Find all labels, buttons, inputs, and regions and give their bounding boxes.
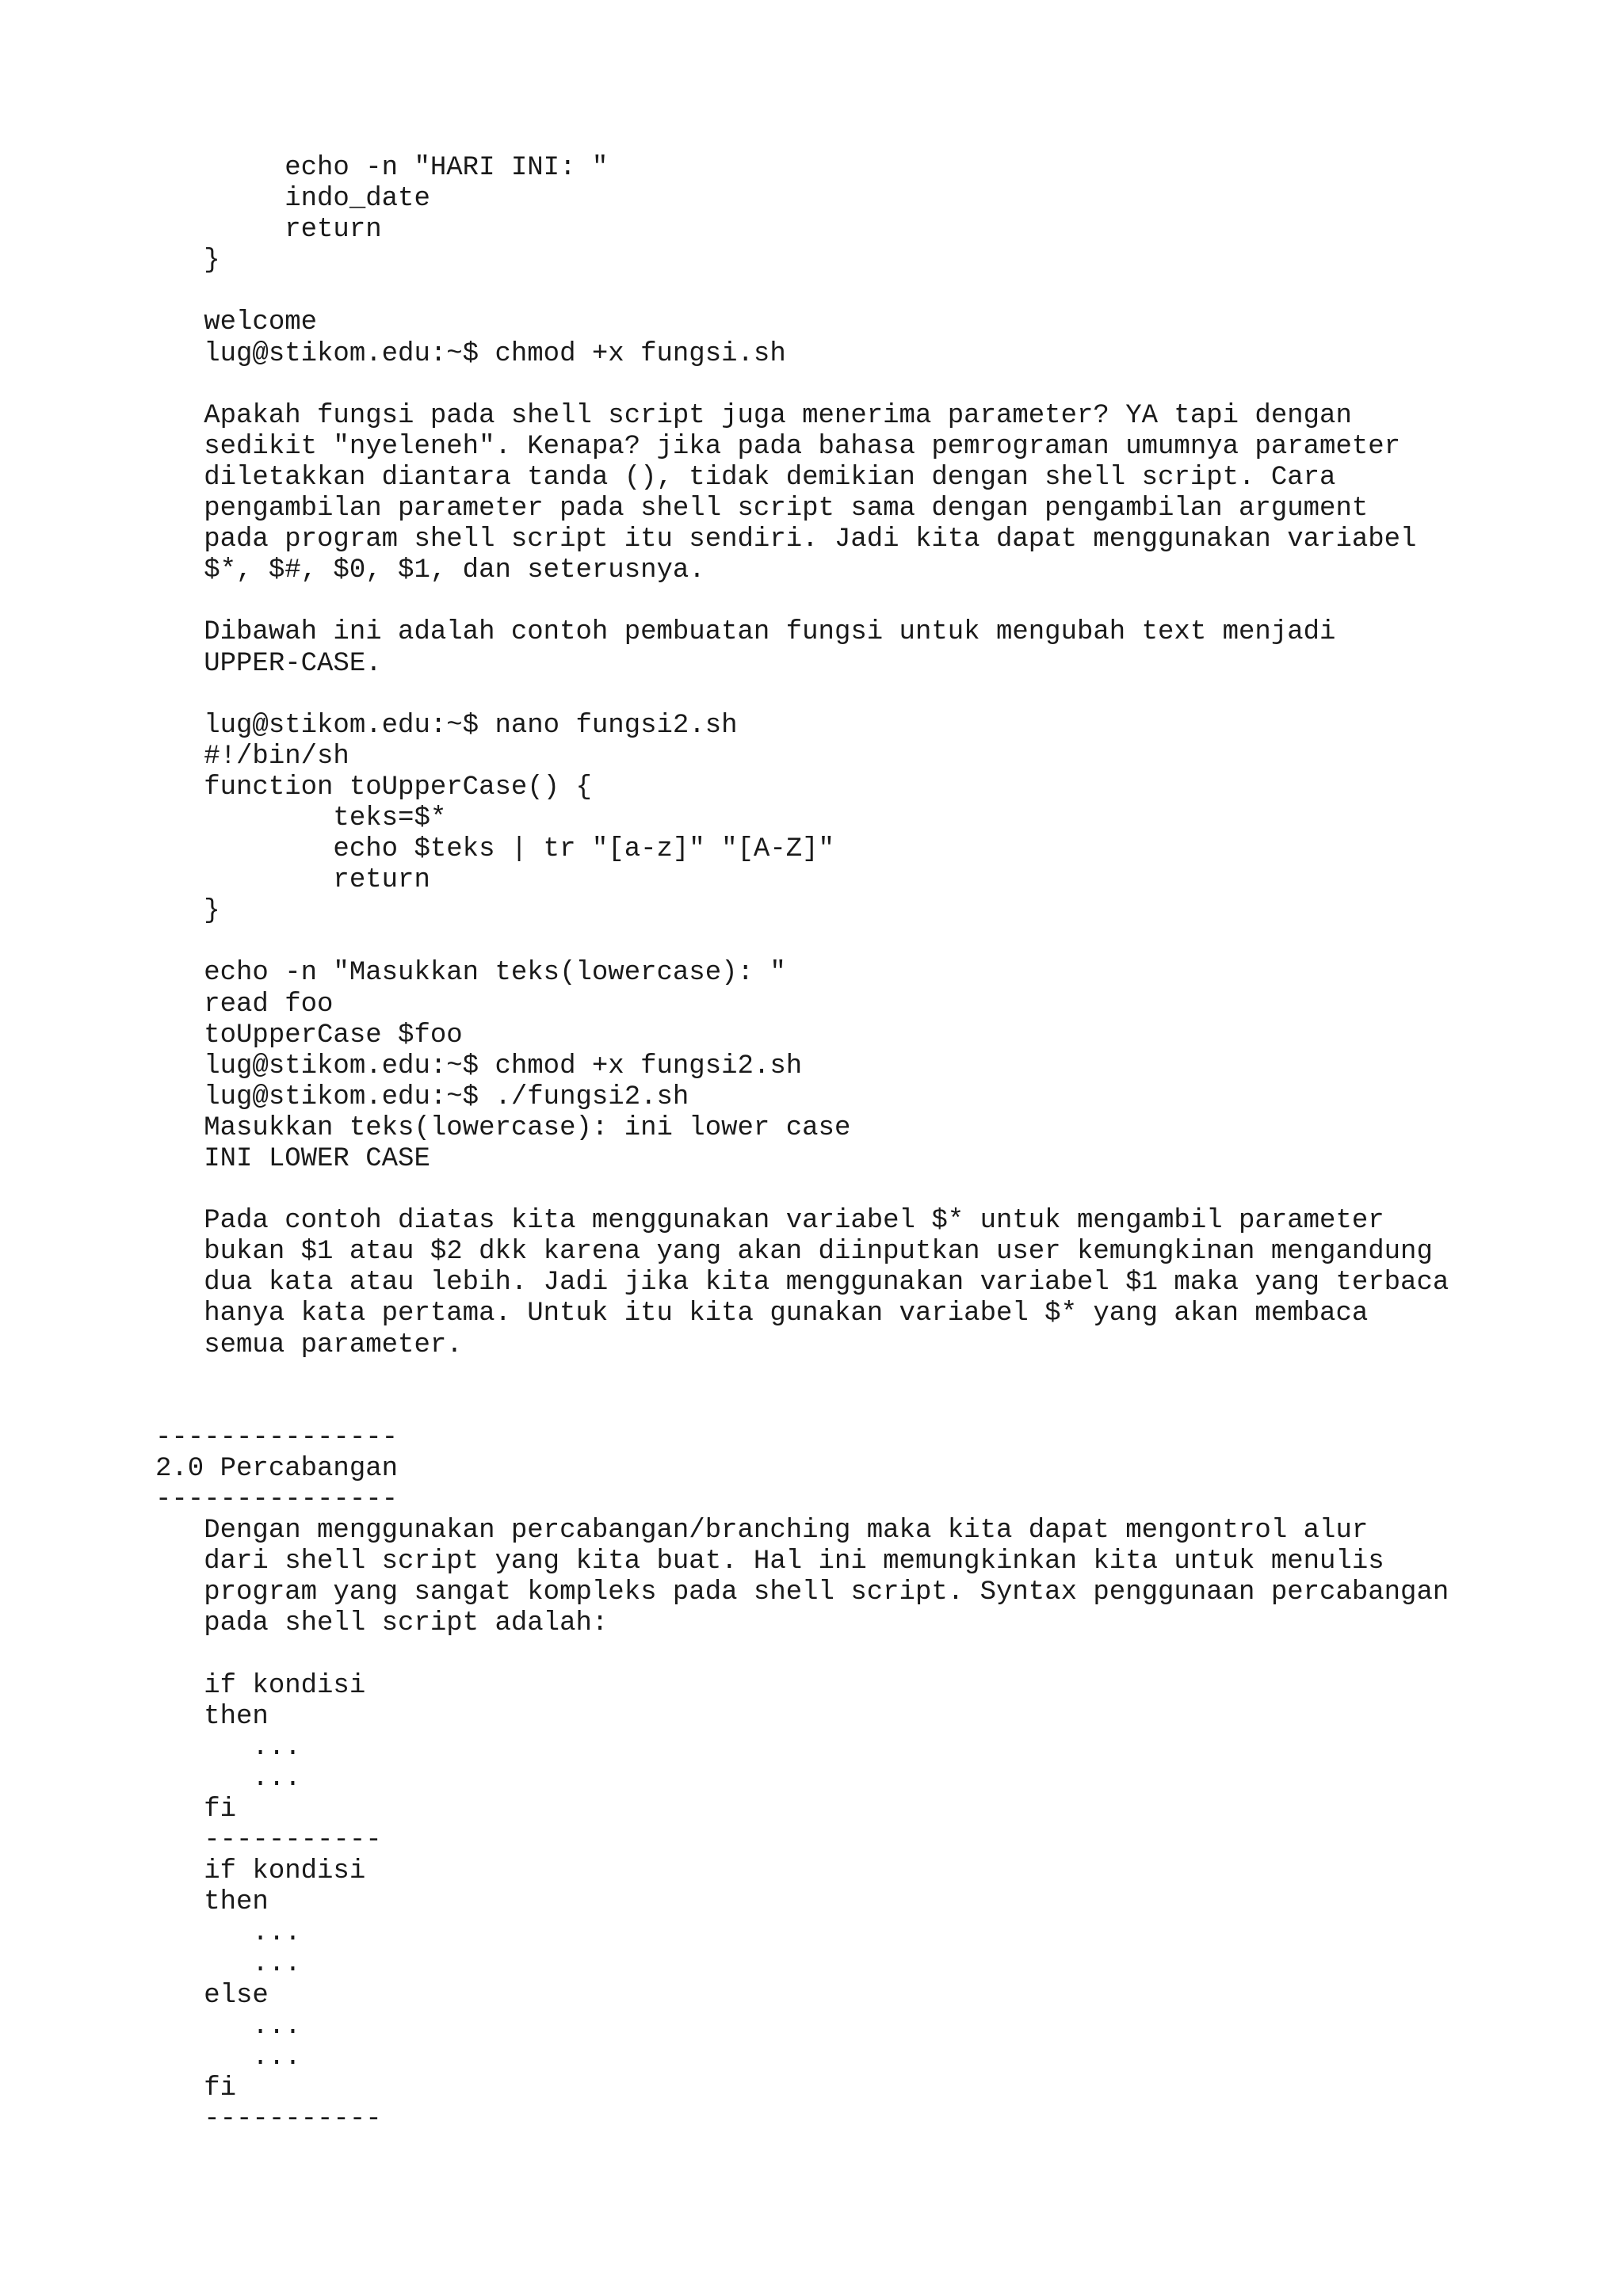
- document-line: ...: [155, 2011, 301, 2042]
- document-line: sedikit "nyeleneh". Kenapa? jika pada bahasa pemrograman umumnya parameter: [155, 431, 1401, 462]
- document-line: Apakah fungsi pada shell script juga menerima parameter? YA tapi dengan: [155, 400, 1352, 431]
- document-line: [155, 370, 1449, 401]
- document-line: ---------------: [155, 1485, 399, 1516]
- document-line: pengambilan parameter pada shell script sama dengan pengambilan argument: [155, 494, 1369, 524]
- document-line: -----------: [155, 2103, 382, 2134]
- document-line: INI LOWER CASE: [155, 1144, 430, 1174]
- document-line: ---------------: [155, 1422, 399, 1453]
- document-line: echo -n "Masukkan teks(lowercase): ": [155, 958, 786, 989]
- document-line: hanya kata pertama. Untuk itu kita gunakan variabel $* yang akan membaca: [155, 1299, 1369, 1329]
- document-line: }: [155, 246, 220, 277]
- document-line: then: [155, 1887, 269, 1918]
- document-line: echo -n "HARI INI: ": [155, 153, 609, 183]
- document-line: return: [155, 215, 382, 246]
- document-line: 2.0 Percabangan: [155, 1453, 399, 1484]
- document-line: echo $teks | tr "[a-z]" "[A-Z]": [155, 834, 834, 865]
- document-line: ...: [155, 2042, 301, 2073]
- document-line: toUpperCase $foo: [155, 1020, 463, 1051]
- document-body: [155, 153, 1449, 2135]
- document-line: pada program shell script itu sendiri. Jadi kita dapat menggunakan variabel: [155, 524, 1417, 555]
- document-line: read foo: [155, 989, 334, 1020]
- document-line: Dengan menggunakan percabangan/branching maka kita dapat mengontrol alur: [155, 1516, 1369, 1547]
- document-line: [155, 927, 1449, 958]
- document-line: Dibawah ini adalah contoh pembuatan fungsi untuk mengubah text menjadi: [155, 617, 1336, 648]
- document-line: ...: [155, 1949, 301, 1980]
- document-line: lug@stikom.edu:~$ ./fungsi2.sh: [155, 1081, 689, 1112]
- document-line: teks=$*: [155, 803, 447, 833]
- document-line: dari shell script yang kita buat. Hal ini memungkinkan kita untuk menulis: [155, 1547, 1384, 1577]
- document-line: #!/bin/sh: [155, 741, 349, 772]
- document-line: else: [155, 1980, 269, 2011]
- document-line: Pada contoh diatas kita menggunakan variabel $* untuk mengambil parameter: [155, 1206, 1384, 1237]
- document-line: ...: [155, 1763, 301, 1794]
- document-line: [155, 1175, 1449, 1206]
- document-line: [155, 1392, 1449, 1423]
- document-line: fi: [155, 2073, 237, 2103]
- document-line: bukan $1 atau $2 dkk karena yang akan diinputkan user kemungkinan mengandung: [155, 1237, 1433, 1268]
- document-line: indo_date: [155, 184, 430, 215]
- document-line: if kondisi: [155, 1856, 366, 1887]
- document-line: then: [155, 1701, 269, 1732]
- document-line: pada shell script adalah:: [155, 1608, 609, 1639]
- document-line: diletakkan diantara tanda (), tidak demikian dengan shell script. Cara: [155, 462, 1336, 493]
- document-line: return: [155, 865, 430, 896]
- document-line: program yang sangat kompleks pada shell script. Syntax penggunaan percabangan: [155, 1577, 1449, 1608]
- document-line: lug@stikom.edu:~$ chmod +x fungsi2.sh: [155, 1051, 803, 1081]
- document-line: ...: [155, 1732, 301, 1763]
- document-line: }: [155, 896, 220, 927]
- document-line: [155, 277, 1449, 307]
- document-line: [155, 1361, 1449, 1392]
- document-line: UPPER-CASE.: [155, 648, 382, 679]
- document-line: if kondisi: [155, 1670, 366, 1701]
- document-line: welcome: [155, 307, 318, 338]
- document-line: -----------: [155, 1825, 382, 1856]
- document-line: $*, $#, $0, $1, dan seterusnya.: [155, 555, 705, 586]
- document-line: ...: [155, 1918, 301, 1949]
- document-line: [155, 680, 1449, 711]
- document-line: semua parameter.: [155, 1329, 463, 1360]
- document-line: [155, 586, 1449, 617]
- document-line: dua kata atau lebih. Jadi jika kita menggunakan variabel $1 maka yang terbaca: [155, 1268, 1449, 1299]
- document-line: fi: [155, 1794, 237, 1825]
- document-line: function toUpperCase() {: [155, 772, 592, 803]
- document-line: lug@stikom.edu:~$ nano fungsi2.sh: [155, 710, 738, 741]
- document-line: lug@stikom.edu:~$ chmod +x fungsi.sh: [155, 338, 786, 369]
- document-line: Masukkan teks(lowercase): ini lower case: [155, 1112, 851, 1143]
- document-line: [155, 1640, 1449, 1671]
